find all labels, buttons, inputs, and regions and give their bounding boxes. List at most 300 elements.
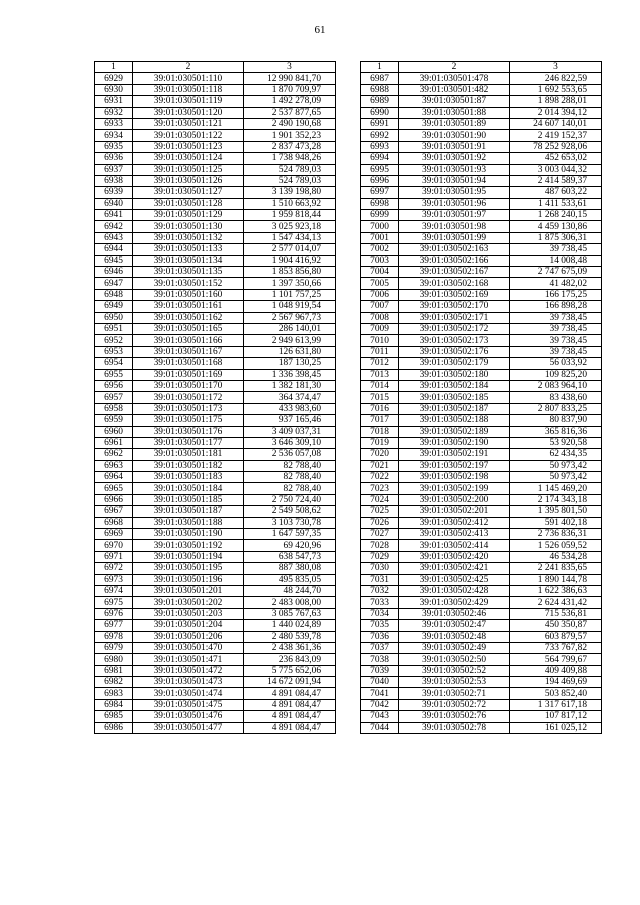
row-number-cell: 6965 [95, 483, 133, 494]
cadastral-number-cell: 39:01:030502:189 [399, 426, 510, 437]
cadastral-number-cell: 39:01:030502:170 [399, 301, 510, 312]
cadastral-number-cell: 39:01:030502:72 [399, 699, 510, 710]
table-row [361, 164, 602, 175]
cadastral-number-cell: 39:01:030501:167 [133, 346, 244, 357]
cadastral-number-cell: 39:01:030502:187 [399, 403, 510, 414]
table-row [361, 688, 602, 699]
table-row [361, 711, 602, 722]
cadastral-value-cell: 2 577 014,07 [244, 244, 336, 255]
cadastral-number-cell: 39:01:030501:97 [399, 210, 510, 221]
row-number-cell: 6958 [95, 403, 133, 414]
cadastral-number-cell: 39:01:030501:162 [133, 312, 244, 323]
cadastral-value-cell: 715 536,81 [510, 608, 602, 619]
cadastral-number-cell: 39:01:030501:134 [133, 255, 244, 266]
table-row [95, 221, 336, 232]
cadastral-value-cell: 126 631,80 [244, 346, 336, 357]
cadastral-number-cell: 39:01:030502:412 [399, 517, 510, 528]
table-row [361, 415, 602, 426]
row-number-cell: 6990 [361, 107, 399, 118]
row-number-cell: 7036 [361, 631, 399, 642]
row-number-cell: 7008 [361, 312, 399, 323]
cadastral-value-cell: 166 898,28 [510, 301, 602, 312]
cadastral-number-cell: 39:01:030501:474 [133, 688, 244, 699]
row-number-cell: 6955 [95, 369, 133, 380]
table-row [95, 164, 336, 175]
cadastral-number-cell: 39:01:030501:94 [399, 175, 510, 186]
cadastral-number-cell: 39:01:030501:118 [133, 84, 244, 95]
cadastral-value-cell: 80 837,90 [510, 415, 602, 426]
cadastral-number-cell: 39:01:030501:177 [133, 437, 244, 448]
table-row [361, 392, 602, 403]
cadastral-value-cell: 166 175,25 [510, 289, 602, 300]
cadastral-value-cell: 937 165,46 [244, 415, 336, 426]
cadastral-number-cell: 39:01:030502:76 [399, 711, 510, 722]
cadastral-number-cell: 39:01:030501:89 [399, 118, 510, 129]
row-number-cell: 6943 [95, 232, 133, 243]
cadastral-number-cell: 39:01:030502:179 [399, 358, 510, 369]
cadastral-number-cell: 39:01:030502:47 [399, 620, 510, 631]
cadastral-value-cell: 69 420,96 [244, 540, 336, 551]
row-number-cell: 6992 [361, 130, 399, 141]
cadastral-number-cell: 39:01:030502:169 [399, 289, 510, 300]
table-row [95, 346, 336, 357]
table-row [95, 175, 336, 186]
table-row [361, 483, 602, 494]
cadastral-value-cell: 452 653,02 [510, 153, 602, 164]
cadastral-value-cell: 41 482,02 [510, 278, 602, 289]
row-number-cell: 6991 [361, 118, 399, 129]
table-row [361, 335, 602, 346]
row-number-cell: 6947 [95, 278, 133, 289]
table-row [361, 346, 602, 357]
table-row [95, 392, 336, 403]
table-row [361, 289, 602, 300]
cadastral-value-cell: 503 852,40 [510, 688, 602, 699]
header-col-1: 1 [95, 62, 133, 73]
cadastral-value-cell: 1 440 024,89 [244, 620, 336, 631]
row-number-cell: 7004 [361, 267, 399, 278]
cadastral-value-cell: 246 822,59 [510, 73, 602, 84]
table-row [95, 688, 336, 699]
cadastral-value-cell: 2 537 877,65 [244, 107, 336, 118]
cadastral-value-cell: 2 083 964,10 [510, 380, 602, 391]
row-number-cell: 6972 [95, 563, 133, 574]
cadastral-number-cell: 39:01:030502:414 [399, 540, 510, 551]
cadastral-value-cell: 2 807 833,25 [510, 403, 602, 414]
table-row [95, 153, 336, 164]
table-row [361, 472, 602, 483]
row-number-cell: 7037 [361, 642, 399, 653]
table-row [361, 426, 602, 437]
cadastral-number-cell: 39:01:030501:93 [399, 164, 510, 175]
cadastral-value-cell: 1 382 181,30 [244, 380, 336, 391]
cadastral-value-cell: 2 014 394,12 [510, 107, 602, 118]
cadastral-value-cell: 2 747 675,09 [510, 267, 602, 278]
cadastral-number-cell: 39:01:030501:471 [133, 654, 244, 665]
header-col-3: 3 [244, 62, 336, 73]
cadastral-number-cell: 39:01:030502:173 [399, 335, 510, 346]
cadastral-number-cell: 39:01:030501:160 [133, 289, 244, 300]
table-row [95, 677, 336, 688]
cadastral-number-cell: 39:01:030501:183 [133, 472, 244, 483]
cadastral-value-cell: 487 603,22 [510, 187, 602, 198]
cadastral-value-cell: 50 973,42 [510, 460, 602, 471]
cadastral-number-cell: 39:01:030501:92 [399, 153, 510, 164]
row-number-cell: 6963 [95, 460, 133, 471]
row-number-cell: 6971 [95, 551, 133, 562]
row-number-cell: 6959 [95, 415, 133, 426]
table-row [95, 301, 336, 312]
table-row [95, 631, 336, 642]
row-number-cell: 6993 [361, 141, 399, 152]
cadastral-value-cell: 39 738,45 [510, 312, 602, 323]
table-row [361, 210, 602, 221]
row-number-cell: 7005 [361, 278, 399, 289]
row-number-cell: 6981 [95, 665, 133, 676]
table-row [361, 551, 602, 562]
table-row [95, 107, 336, 118]
row-number-cell: 6946 [95, 267, 133, 278]
cadastral-number-cell: 39:01:030501:175 [133, 415, 244, 426]
cadastral-number-cell: 39:01:030502:198 [399, 472, 510, 483]
table-row [95, 597, 336, 608]
cadastral-number-cell: 39:01:030501:96 [399, 198, 510, 209]
table-row [95, 84, 336, 95]
cadastral-number-cell: 39:01:030501:202 [133, 597, 244, 608]
cadastral-number-cell: 39:01:030502:188 [399, 415, 510, 426]
cadastral-value-cell: 433 983,60 [244, 403, 336, 414]
table-row [95, 574, 336, 585]
cadastral-value-cell: 450 350,87 [510, 620, 602, 631]
cadastral-value-cell: 1 875 306,31 [510, 232, 602, 243]
table-row [361, 73, 602, 84]
row-number-cell: 6930 [95, 84, 133, 95]
table-header-row [361, 62, 602, 73]
table-row [95, 323, 336, 334]
row-number-cell: 6950 [95, 312, 133, 323]
row-number-cell: 7034 [361, 608, 399, 619]
row-number-cell: 7041 [361, 688, 399, 699]
cadastral-value-cell: 2 241 835,65 [510, 563, 602, 574]
row-number-cell: 7039 [361, 665, 399, 676]
cadastral-number-cell: 39:01:030501:170 [133, 380, 244, 391]
cadastral-value-cell: 14 008,48 [510, 255, 602, 266]
row-number-cell: 7021 [361, 460, 399, 471]
cadastral-number-cell: 39:01:030502:421 [399, 563, 510, 574]
cadastral-value-cell: 48 244,70 [244, 585, 336, 596]
table-row [95, 335, 336, 346]
cadastral-value-cell: 1 738 948,26 [244, 153, 336, 164]
table-row [95, 369, 336, 380]
row-number-cell: 6995 [361, 164, 399, 175]
row-number-cell: 6970 [95, 540, 133, 551]
cadastral-value-cell: 3 085 767,63 [244, 608, 336, 619]
table-row [95, 358, 336, 369]
cadastral-value-cell: 409 409,88 [510, 665, 602, 676]
cadastral-value-cell: 733 767,82 [510, 642, 602, 653]
cadastral-number-cell: 39:01:030501:204 [133, 620, 244, 631]
cadastral-number-cell: 39:01:030501:190 [133, 529, 244, 540]
table-row [95, 312, 336, 323]
cadastral-value-cell: 1 853 856,80 [244, 267, 336, 278]
cadastral-value-table-left [94, 61, 336, 734]
cadastral-value-cell: 4 891 084,47 [244, 711, 336, 722]
table-row [95, 289, 336, 300]
cadastral-number-cell: 39:01:030501:203 [133, 608, 244, 619]
table-row [361, 494, 602, 505]
cadastral-value-cell: 2 549 508,62 [244, 506, 336, 517]
cadastral-value-cell: 1 547 434,13 [244, 232, 336, 243]
cadastral-number-cell: 39:01:030501:172 [133, 392, 244, 403]
cadastral-value-cell: 39 738,45 [510, 323, 602, 334]
cadastral-number-cell: 39:01:030501:166 [133, 335, 244, 346]
table-row [95, 255, 336, 266]
cadastral-number-cell: 39:01:030501:476 [133, 711, 244, 722]
cadastral-value-cell: 524 789,03 [244, 164, 336, 175]
row-number-cell: 6988 [361, 84, 399, 95]
cadastral-number-cell: 39:01:030501:187 [133, 506, 244, 517]
table-row [361, 312, 602, 323]
table-row [361, 232, 602, 243]
cadastral-number-cell: 39:01:030501:478 [399, 73, 510, 84]
row-number-cell: 6934 [95, 130, 133, 141]
table-header-row [95, 62, 336, 73]
table-row [95, 722, 336, 733]
cadastral-number-cell: 39:01:030502:429 [399, 597, 510, 608]
table-row [361, 585, 602, 596]
cadastral-value-cell: 887 380,08 [244, 563, 336, 574]
cadastral-value-cell: 1 510 663,92 [244, 198, 336, 209]
row-number-cell: 6968 [95, 517, 133, 528]
row-number-cell: 7020 [361, 449, 399, 460]
cadastral-value-cell: 1 317 617,18 [510, 699, 602, 710]
row-number-cell: 7015 [361, 392, 399, 403]
cadastral-number-cell: 39:01:030501:128 [133, 198, 244, 209]
row-number-cell: 6983 [95, 688, 133, 699]
cadastral-value-cell: 1 145 469,20 [510, 483, 602, 494]
header-col-2: 2 [399, 62, 510, 73]
cadastral-value-cell: 39 738,45 [510, 244, 602, 255]
row-number-cell: 6978 [95, 631, 133, 642]
row-number-cell: 6962 [95, 449, 133, 460]
table-row [95, 403, 336, 414]
table-row [95, 620, 336, 631]
cadastral-value-cell: 2 483 008,00 [244, 597, 336, 608]
cadastral-number-cell: 39:01:030501:173 [133, 403, 244, 414]
table-row [95, 563, 336, 574]
page-number: 61 [314, 24, 326, 36]
row-number-cell: 7011 [361, 346, 399, 357]
cadastral-value-cell: 3 139 198,80 [244, 187, 336, 198]
row-number-cell: 6987 [361, 73, 399, 84]
cadastral-number-cell: 39:01:030502:53 [399, 677, 510, 688]
cadastral-number-cell: 39:01:030502:78 [399, 722, 510, 733]
cadastral-value-cell: 2 536 057,08 [244, 449, 336, 460]
row-number-cell: 6967 [95, 506, 133, 517]
cadastral-value-cell: 364 374,47 [244, 392, 336, 403]
cadastral-value-cell: 2 174 343,18 [510, 494, 602, 505]
table-row [95, 699, 336, 710]
row-number-cell: 6966 [95, 494, 133, 505]
table-row [95, 267, 336, 278]
row-number-cell: 7033 [361, 597, 399, 608]
cadastral-number-cell: 39:01:030502:49 [399, 642, 510, 653]
row-number-cell: 6929 [95, 73, 133, 84]
cadastral-value-cell: 39 738,45 [510, 346, 602, 357]
table-row [361, 642, 602, 653]
cadastral-value-cell: 3 025 923,18 [244, 221, 336, 232]
table-row [95, 529, 336, 540]
row-number-cell: 6996 [361, 175, 399, 186]
row-number-cell: 6985 [95, 711, 133, 722]
row-number-cell: 6953 [95, 346, 133, 357]
row-number-cell: 6961 [95, 437, 133, 448]
table-row [95, 517, 336, 528]
row-number-cell: 6939 [95, 187, 133, 198]
cadastral-number-cell: 39:01:030502:428 [399, 585, 510, 596]
cadastral-number-cell: 39:01:030501:201 [133, 585, 244, 596]
row-number-cell: 6936 [95, 153, 133, 164]
row-number-cell: 6964 [95, 472, 133, 483]
table-row [95, 437, 336, 448]
table-row [361, 244, 602, 255]
row-number-cell: 6948 [95, 289, 133, 300]
row-number-cell: 7024 [361, 494, 399, 505]
cadastral-number-cell: 39:01:030502:184 [399, 380, 510, 391]
cadastral-value-cell: 1 492 278,09 [244, 96, 336, 107]
row-number-cell: 6998 [361, 198, 399, 209]
row-number-cell: 6984 [95, 699, 133, 710]
table-row [361, 278, 602, 289]
cadastral-number-cell: 39:01:030501:98 [399, 221, 510, 232]
table-row [361, 84, 602, 95]
cadastral-value-cell: 2 480 539,78 [244, 631, 336, 642]
row-number-cell: 7026 [361, 517, 399, 528]
row-number-cell: 7044 [361, 722, 399, 733]
table-row [361, 358, 602, 369]
table-row [361, 506, 602, 517]
row-number-cell: 6956 [95, 380, 133, 391]
cadastral-value-cell: 1 870 709,97 [244, 84, 336, 95]
cadastral-value-cell: 24 607 140,01 [510, 118, 602, 129]
row-number-cell: 7030 [361, 563, 399, 574]
cadastral-value-cell: 53 920,58 [510, 437, 602, 448]
cadastral-value-cell: 3 103 730,78 [244, 517, 336, 528]
cadastral-number-cell: 39:01:030501:185 [133, 494, 244, 505]
row-number-cell: 7017 [361, 415, 399, 426]
cadastral-number-cell: 39:01:030502:166 [399, 255, 510, 266]
row-number-cell: 7029 [361, 551, 399, 562]
row-number-cell: 7010 [361, 335, 399, 346]
row-number-cell: 7012 [361, 358, 399, 369]
row-number-cell: 6974 [95, 585, 133, 596]
row-number-cell: 7035 [361, 620, 399, 631]
table-row [361, 255, 602, 266]
cadastral-value-cell: 161 025,12 [510, 722, 602, 733]
cadastral-number-cell: 39:01:030502:167 [399, 267, 510, 278]
cadastral-number-cell: 39:01:030501:188 [133, 517, 244, 528]
cadastral-value-cell: 2 438 361,36 [244, 642, 336, 653]
table-row [361, 107, 602, 118]
cadastral-number-cell: 39:01:030501:161 [133, 301, 244, 312]
row-number-cell: 6940 [95, 198, 133, 209]
cadastral-number-cell: 39:01:030502:71 [399, 688, 510, 699]
row-number-cell: 6949 [95, 301, 133, 312]
row-number-cell: 7001 [361, 232, 399, 243]
table-row [361, 677, 602, 688]
row-number-cell: 6973 [95, 574, 133, 585]
cadastral-number-cell: 39:01:030502:200 [399, 494, 510, 505]
cadastral-value-cell: 603 879,57 [510, 631, 602, 642]
table-row [95, 380, 336, 391]
cadastral-number-cell: 39:01:030502:168 [399, 278, 510, 289]
cadastral-value-cell: 3 409 037,31 [244, 426, 336, 437]
cadastral-number-cell: 39:01:030502:191 [399, 449, 510, 460]
cadastral-number-cell: 39:01:030501:168 [133, 358, 244, 369]
cadastral-value-cell: 2 837 473,28 [244, 141, 336, 152]
cadastral-value-cell: 5 775 652,06 [244, 665, 336, 676]
row-number-cell: 7023 [361, 483, 399, 494]
table-row [95, 551, 336, 562]
row-number-cell: 6954 [95, 358, 133, 369]
cadastral-number-cell: 39:01:030502:185 [399, 392, 510, 403]
row-number-cell: 7031 [361, 574, 399, 585]
table-row [95, 210, 336, 221]
row-number-cell: 6960 [95, 426, 133, 437]
cadastral-number-cell: 39:01:030502:176 [399, 346, 510, 357]
cadastral-number-cell: 39:01:030502:420 [399, 551, 510, 562]
table-row [361, 221, 602, 232]
table-row [95, 130, 336, 141]
cadastral-value-cell: 46 534,28 [510, 551, 602, 562]
cadastral-number-cell: 39:01:030501:120 [133, 107, 244, 118]
cadastral-value-cell: 2 414 589,37 [510, 175, 602, 186]
cadastral-number-cell: 39:01:030502:180 [399, 369, 510, 380]
table-row [95, 96, 336, 107]
cadastral-number-cell: 39:01:030501:472 [133, 665, 244, 676]
row-number-cell: 7013 [361, 369, 399, 380]
row-number-cell: 7016 [361, 403, 399, 414]
table-row [95, 483, 336, 494]
row-number-cell: 7028 [361, 540, 399, 551]
table-body-right [361, 62, 602, 734]
table-row [361, 198, 602, 209]
cadastral-value-cell: 1 904 416,92 [244, 255, 336, 266]
cadastral-value-cell: 2 490 190,68 [244, 118, 336, 129]
cadastral-value-cell: 56 033,92 [510, 358, 602, 369]
cadastral-value-cell: 1 692 553,65 [510, 84, 602, 95]
row-number-cell: 6957 [95, 392, 133, 403]
table-row [95, 187, 336, 198]
row-number-cell: 6977 [95, 620, 133, 631]
header-col-3: 3 [510, 62, 602, 73]
table-row [361, 369, 602, 380]
cadastral-number-cell: 39:01:030501:132 [133, 232, 244, 243]
cadastral-number-cell: 39:01:030501:473 [133, 677, 244, 688]
cadastral-value-cell: 4 891 084,47 [244, 688, 336, 699]
row-number-cell: 7022 [361, 472, 399, 483]
cadastral-number-cell: 39:01:030501:91 [399, 141, 510, 152]
cadastral-number-cell: 39:01:030501:127 [133, 187, 244, 198]
table-row [361, 654, 602, 665]
table-row [361, 597, 602, 608]
row-number-cell: 7043 [361, 711, 399, 722]
row-number-cell: 7042 [361, 699, 399, 710]
cadastral-value-cell: 50 973,42 [510, 472, 602, 483]
row-number-cell: 6997 [361, 187, 399, 198]
table-row [361, 563, 602, 574]
cadastral-value-cell: 1 397 350,66 [244, 278, 336, 289]
